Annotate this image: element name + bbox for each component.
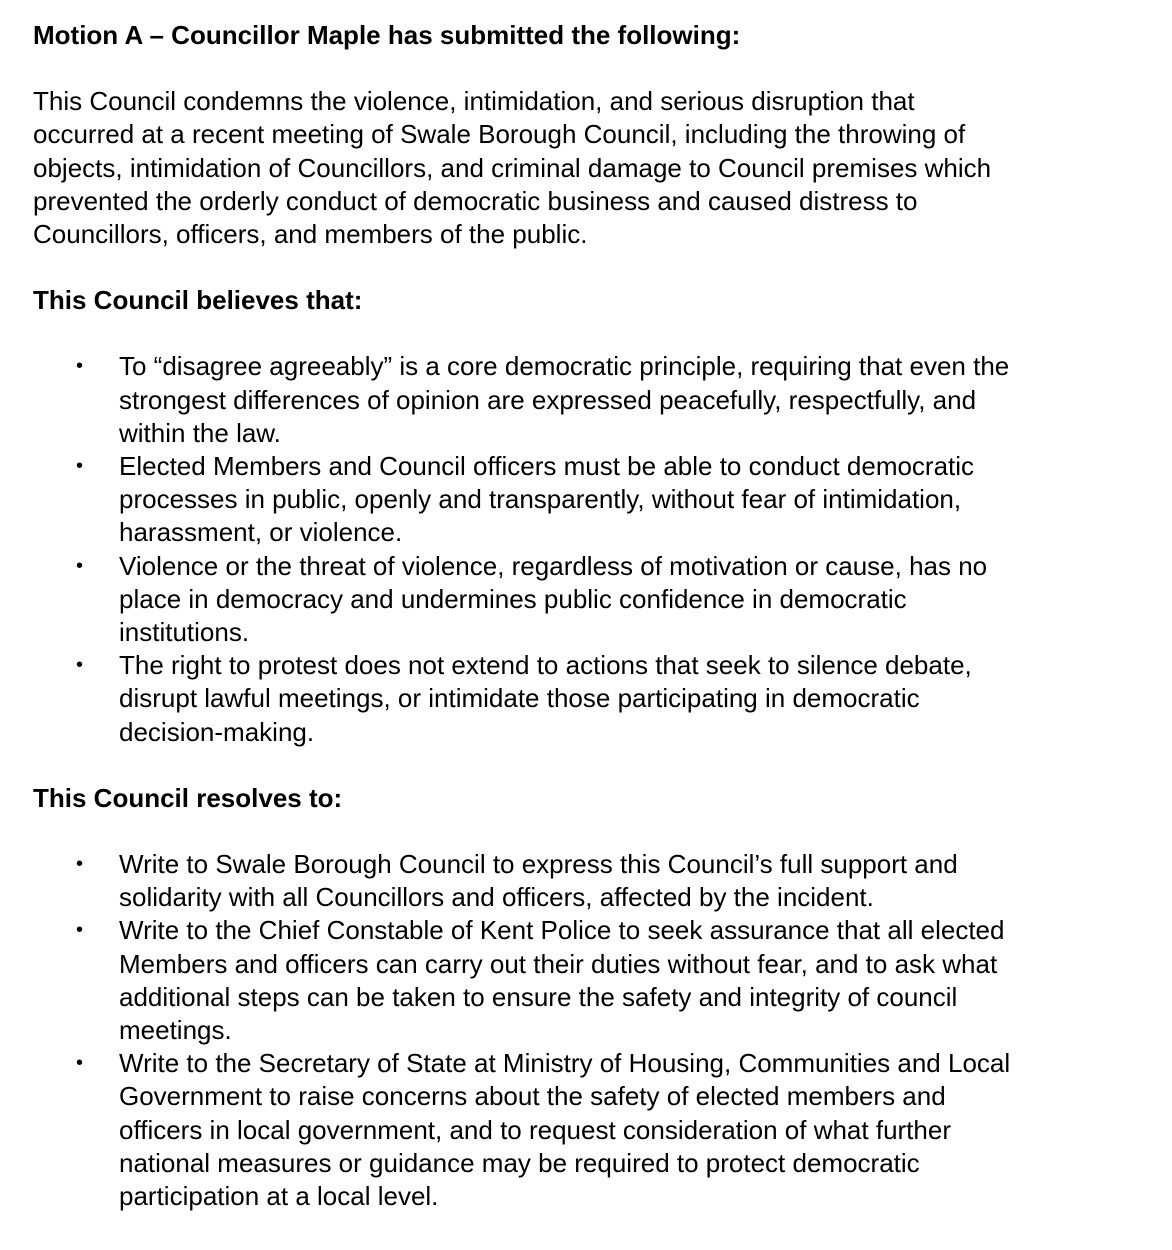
resolves-item xyxy=(33,848,1153,914)
document-page xyxy=(33,19,1153,1213)
bullet-icon: • xyxy=(76,455,84,478)
text-line: officers in local government, and to request consideration of what further xyxy=(119,1114,951,1145)
spacer xyxy=(33,52,1153,85)
text-line: Members and officers can carry out their duties without fear, and to ask what xyxy=(119,948,998,979)
text-line: strongest differences of opinion are expressed peacefully, respectfully, and xyxy=(119,384,977,415)
believes-item xyxy=(33,350,1153,450)
text-line: place in democracy and undermines public confidence in democratic xyxy=(119,583,907,614)
text-line: solidarity with all Councillors and officers, affected by the incident. xyxy=(119,882,874,913)
text-line: disrupt lawful meetings, or intimidate those participating in democratic xyxy=(119,683,920,714)
text-line: decision-making. xyxy=(119,716,315,747)
believes-heading: This Council believes that: xyxy=(33,285,363,316)
text-line: processes in public, openly and transparently, without fear of intimidation, xyxy=(119,484,962,515)
text-line: Elected Members and Council officers must be able to conduct democratic xyxy=(119,451,975,482)
bullet-icon: • xyxy=(76,1052,84,1075)
text-line: Councillors, officers, and members of the public. xyxy=(33,219,588,250)
text-line: participation at a local level. xyxy=(119,1181,439,1212)
text-line: objects, intimidation of Councillors, and criminal damage to Council premises which xyxy=(33,152,992,183)
text-line: Government to raise concerns about the safety of elected members and xyxy=(119,1081,946,1112)
text-line: Write to the Secretary of State at Ministry of Housing, Communities and Local xyxy=(119,1048,1011,1079)
bullet-icon: • xyxy=(76,919,84,942)
bullet-icon: • xyxy=(76,554,84,577)
resolves-item xyxy=(33,1047,1153,1213)
believes-item xyxy=(33,649,1153,749)
text-line: within the law. xyxy=(119,417,281,448)
believes-item xyxy=(33,550,1153,650)
bullet-icon: • xyxy=(76,355,84,378)
text-line: institutions. xyxy=(119,617,250,648)
text-line: Violence or the threat of violence, regardless of motivation or cause, has no xyxy=(119,550,988,581)
bullet-icon: • xyxy=(76,853,84,876)
text-line: occurred at a recent meeting of Swale Borough Council, including the throwing of xyxy=(33,119,966,150)
resolves-list xyxy=(33,848,1153,1213)
text-line: Write to Swale Borough Council to express this Council’s full support and xyxy=(119,849,958,880)
spacer xyxy=(33,815,1153,848)
text-line: To “disagree agreeably” is a core democratic principle, requiring that even the xyxy=(119,351,1010,382)
text-line: national measures or guidance may be required to protect democratic xyxy=(119,1147,920,1178)
text-line: Write to the Chief Constable of Kent Police to seek assurance that all elected xyxy=(119,915,1005,946)
spacer xyxy=(33,317,1153,350)
text-line: harassment, or violence. xyxy=(119,517,403,548)
text-line: meetings. xyxy=(119,1015,232,1046)
motion-title: Motion A – Councillor Maple has submitted the following: xyxy=(33,20,741,50)
bullet-icon: • xyxy=(76,654,84,677)
resolves-heading: This Council resolves to: xyxy=(33,782,343,813)
spacer xyxy=(33,251,1153,284)
text-line: This Council condemns the violence, intimidation, and serious disruption that xyxy=(33,86,915,117)
intro-paragraph xyxy=(33,85,1153,251)
text-line: prevented the orderly conduct of democratic business and caused distress to xyxy=(33,185,918,216)
text-line: additional steps can be taken to ensure the safety and integrity of council xyxy=(119,981,958,1012)
believes-item xyxy=(33,450,1153,550)
believes-list xyxy=(33,350,1153,748)
spacer xyxy=(33,749,1153,782)
resolves-item xyxy=(33,914,1153,1047)
text-line: The right to protest does not extend to actions that seek to silence debate, xyxy=(119,650,972,681)
